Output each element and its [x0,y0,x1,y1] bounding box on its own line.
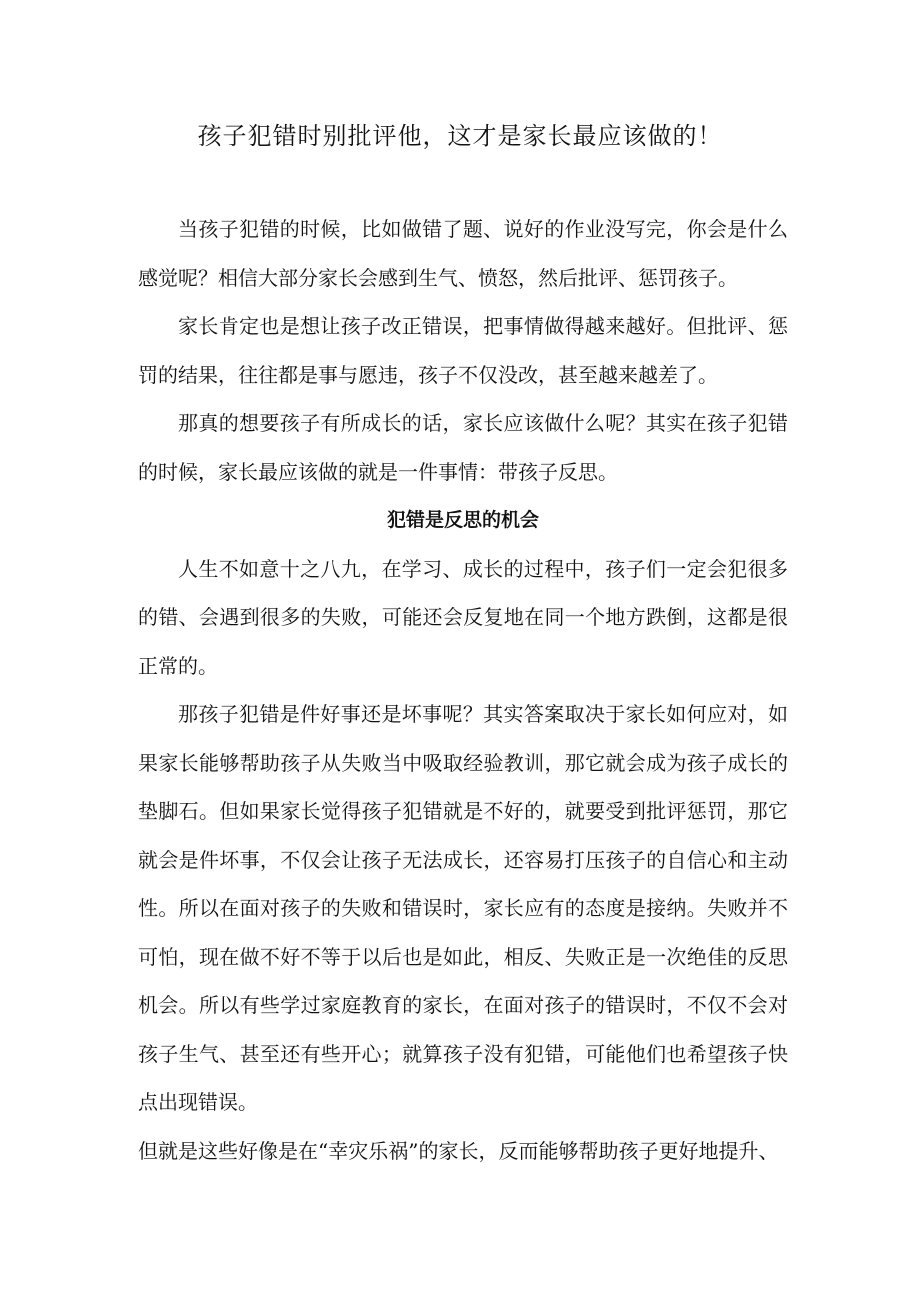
paragraph: 人生不如意十之八九，在学习、成长的过程中，孩子们一定会犯很多的错、会遇到很多的失败，可能还会反复地在同一个地方跌倒，这都是很正常的。 [138,556,788,678]
paragraph: 当孩子犯错的时候，比如做错了题、说好的作业没写完，你会是什么感觉呢？相信大部分家长会感到生气、愤怒，然后批评、惩罚孩子。 [138,217,788,290]
section-heading: 犯错是反思的机会 [386,509,539,531]
paragraph-continued: 但就是这些好像是在“幸灾乐祸”的家长，反而能够帮助孩子更好地提升、 [138,1138,779,1163]
document-body [138,205,788,1175]
page-title: 孩子犯错时别批评他，这才是家长最应该做的！ [197,122,723,150]
paragraph: 家长肯定也是想让孩子改正错误，把事情做得越来越好。但批评、惩罚的结果，往往都是事与愿违，孩子不仅没改，甚至越来越差了。 [138,314,788,387]
paragraph: 那真的想要孩子有所成长的话，家长应该做什么呢？其实在孩子犯错的时候，家长最应该做的就是一件事情：带孩子反思。 [138,411,788,484]
paragraph: 那孩子犯错是件好事还是坏事呢？其实答案取决于家长如何应对，如果家长能够帮助孩子从失败当中吸取经验教训，那它就会成为孩子成长的垫脚石。但如果家长觉得孩子犯错就是不好的，就要受到批评惩罚，那它就会是件坏事，不仅会让孩子无法成长，还容易打压孩子的自信心和主动性。所以在面对孩子的失败和错误时，家长应有的态度是接纳。失败并不可怕，现在做不好不等于以后也是如此，相反、失败正是一次绝佳的反思机会。所以有些学过家庭教育的家长，在面对孩子的错误时，不仅不会对孩子生气、甚至还有些开心；就算孩子没有犯错，可能他们也希望孩子快点出现错误。 [138,702,788,1114]
